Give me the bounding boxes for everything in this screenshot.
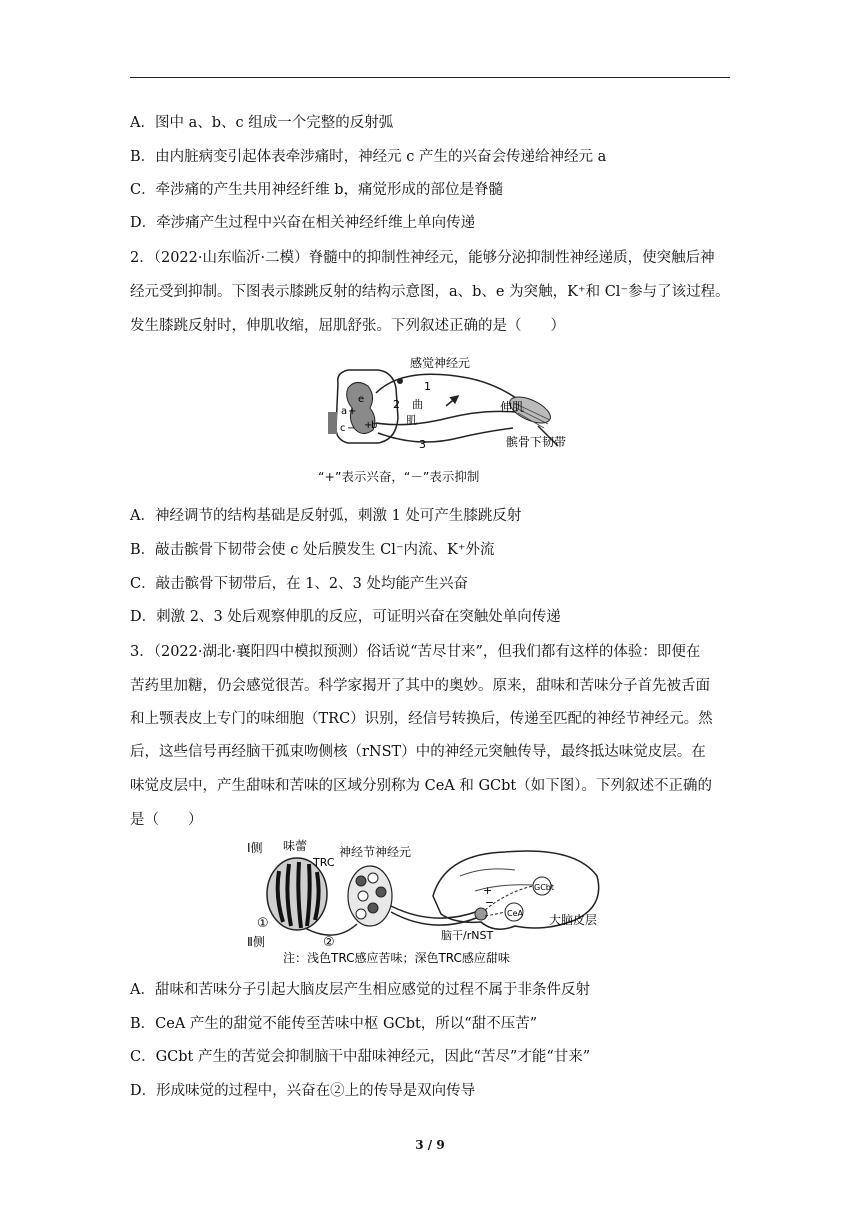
knee-reflex-diagram [318,348,580,460]
label-circle-2: ② [323,935,335,950]
label-plus-b: + [364,420,373,431]
q1-option-d: D．牵涉痛产生过程中兴奋在相关神经纤维上单向传递 [130,215,476,231]
header-rule [130,77,730,78]
label-taste-bud: 味蕾 [283,839,308,853]
q3-option-c: C．GCbt 产生的苦觉会抑制脑干中甜味神经元，因此“苦尽”才能“甘来” [130,1049,591,1065]
fiber-to-ganglion [305,924,357,935]
label-ganglion: 神经节神经元 [339,845,412,859]
fiber-to-brainstem [391,906,481,918]
q2-option-c: C．敲击髌骨下韧带后，在 1、2、3 处均能产生兴奋 [130,576,468,592]
q3-option-d: D．形成味觉的过程中，兴奋在②上的传导是双向传导 [130,1083,476,1099]
q3-stem-line-3: 和上颚表皮上专门的味细胞（TRC）识别，经信号转换后，传递至匹配的神经节神经元。然 [130,711,713,727]
q3-stem-line-1: 3．（2022·湖北·襄阳四中模拟预测）俗话说“苦尽甘来”，但我们都有这样的体验：即便在 [130,644,701,660]
label-syn-e: e [358,394,365,405]
q1-option-c: C．牵涉痛的产生共用神经纤维 b，痛觉形成的部位是脊髓 [130,182,503,198]
q3-option-a: A．甜味和苦味分子引起大脑皮层产生相应感觉的过程不属于非条件反射 [130,982,590,998]
label-num-3: 3 [419,438,426,451]
label-ligament: 髌骨下韧带 [506,435,567,449]
label-cea: CeA [507,909,523,918]
q2-stem-line-2: 经元受到抑制。下图表示膝跳反射的结构示意图，a、b、e 为突触，K⁺和 Cl⁻参与了该过程。 [130,284,730,300]
label-circle-1: ① [257,916,269,931]
label-plus: + [483,884,493,897]
label-plus-a: + [348,406,357,417]
q2-figure-caption: “+”表示兴奋，“－”表示抑制 [318,469,480,484]
label-trc: TRC [313,856,335,869]
label-side-2: Ⅱ侧 [247,935,265,949]
label-flexor-1: 曲 [412,398,423,411]
label-minus-c: − [347,423,356,434]
label-side-1: Ⅰ侧 [247,841,263,855]
q1-option-a: A．图中 a、b、c 组成一个完整的反射弧 [130,115,394,131]
q2-stem-line-1: 2．（2022·山东临沂·二模）脊髓中的抑制性神经元，能够分泌抑制性神经递质，使突触后神 [130,250,715,266]
q3-stem-line-6: 是（ ） [130,812,203,828]
label-sensory-neuron: 感觉神经元 [410,356,471,370]
motor-pathway-flexor [378,428,513,442]
sensory-ganglion [397,378,403,384]
label-extensor: 伸肌 [500,400,525,414]
stimulus-bar [328,412,337,434]
q3-stem-line-4: 后，这些信号再经脑干孤束吻侧核（rNST）中的神经元突触传导，最终抵达味觉皮层。在 [130,744,706,760]
q1-option-b: B．由内脏病变引起体表牵涉痛时，神经元 c 产生的兴奋会传递给神经元 a [130,149,607,165]
q2-option-b: B．敲击髌骨下韧带会使 c 处后膜发生 Cl⁻内流、K⁺外流 [130,542,495,558]
label-cortex: 大脑皮层 [549,913,598,927]
label-flexor-2: 肌 [406,414,417,427]
q2-option-a: A．神经调节的结构基础是反射弧，刺激 1 处可产生膝跳反射 [130,508,522,524]
label-gcbt: GCbt [534,883,554,892]
label-minus: − [485,896,495,909]
taste-pathway-diagram [245,836,615,970]
label-syn-a: a [341,406,348,417]
figure-note: 注：浅色TRC感应苦味；深色TRC感应甜味 [283,951,510,965]
label-syn-b: b [371,420,378,431]
q3-stem-line-5: 味觉皮层中，产生甜味和苦味的区域分别称为 CeA 和 GCbt（如下图）。下列叙述不正确的 [130,778,713,794]
q2-stem-line-3: 发生膝跳反射时，伸肌收缩，屈肌舒张。下列叙述正确的是（ ） [130,318,565,334]
q3-option-b: B．CeA 产生的甜觉不能传至苦味中枢 GCbt，所以“甜不压苦” [130,1016,538,1032]
arrow-2 [446,396,458,406]
label-brainstem: 脑干/rNST [441,929,494,942]
label-num-2: 2 [393,398,400,411]
label-num-1: 1 [424,380,431,393]
label-syn-c: c [340,423,346,434]
q3-stem-line-2: 苦药里加糖，仍会感觉很苦。科学家揭开了其中的奥妙。原来，甜味和苦味分子首先被舌面 [130,678,710,694]
q2-option-d: D．刺激 2、3 处后观察伸肌的反应，可证明兴奋在突触处单向传递 [130,609,561,625]
page-number: 3 / 9 [415,1138,445,1152]
